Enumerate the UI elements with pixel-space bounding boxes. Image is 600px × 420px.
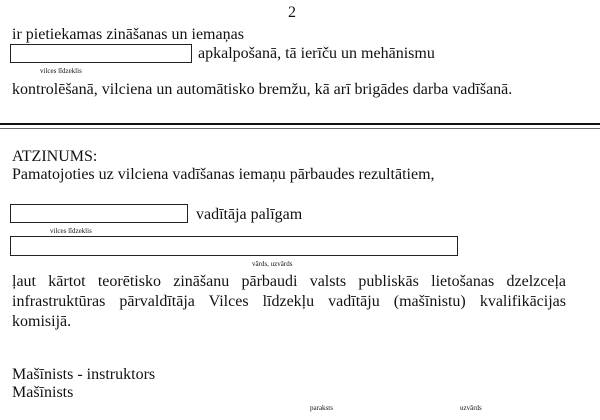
assistant-driver-label: vadītāja palīgam [196, 206, 303, 223]
section-divider-thin [0, 128, 600, 129]
name-field-caption: vārds, uzvārds [252, 260, 293, 268]
name-input-field[interactable] [10, 236, 458, 256]
surname-caption: uzvārds [460, 404, 482, 412]
vehicle-field-caption: vilces līdzeklis [40, 67, 82, 75]
vehicle-input-field-2[interactable] [10, 204, 188, 223]
role-instructor: Mašīnists - instruktors [12, 366, 156, 383]
text-line-operation: apkalpošanā, tā ierīču un mehānismu [198, 45, 435, 62]
opinion-heading: ATZINUMS: [12, 148, 98, 165]
page-number: 2 [288, 4, 296, 21]
section-divider [0, 123, 600, 125]
text-line-knowledge: ir pietiekamas zināšanas un iemaņas [12, 26, 244, 43]
text-line-control: kontrolēšanā, vilciena un automātisko bremžu, kā arī brigādes darba vadīšanā. [12, 81, 513, 98]
role-driver: Mašīnists [12, 384, 74, 401]
opinion-paragraph: ļaut kārtot teorētisko zināšanu pārbaudi valsts publiskās lietošanas dzelzceļa infrastruktūras pārvaldītāja Vilces līdzekļu vadītāju (mašīnistu) kvalifikācijas komisijā. [12, 273, 566, 330]
vehicle-field-caption-2: vilces līdzeklis [50, 227, 92, 235]
opinion-intro: Pamatojoties uz vilciena vadīšanas iemaņu pārbaudes rezultātiem, [12, 166, 435, 183]
vehicle-input-field[interactable] [10, 44, 192, 63]
signature-caption: paraksts [310, 404, 333, 412]
